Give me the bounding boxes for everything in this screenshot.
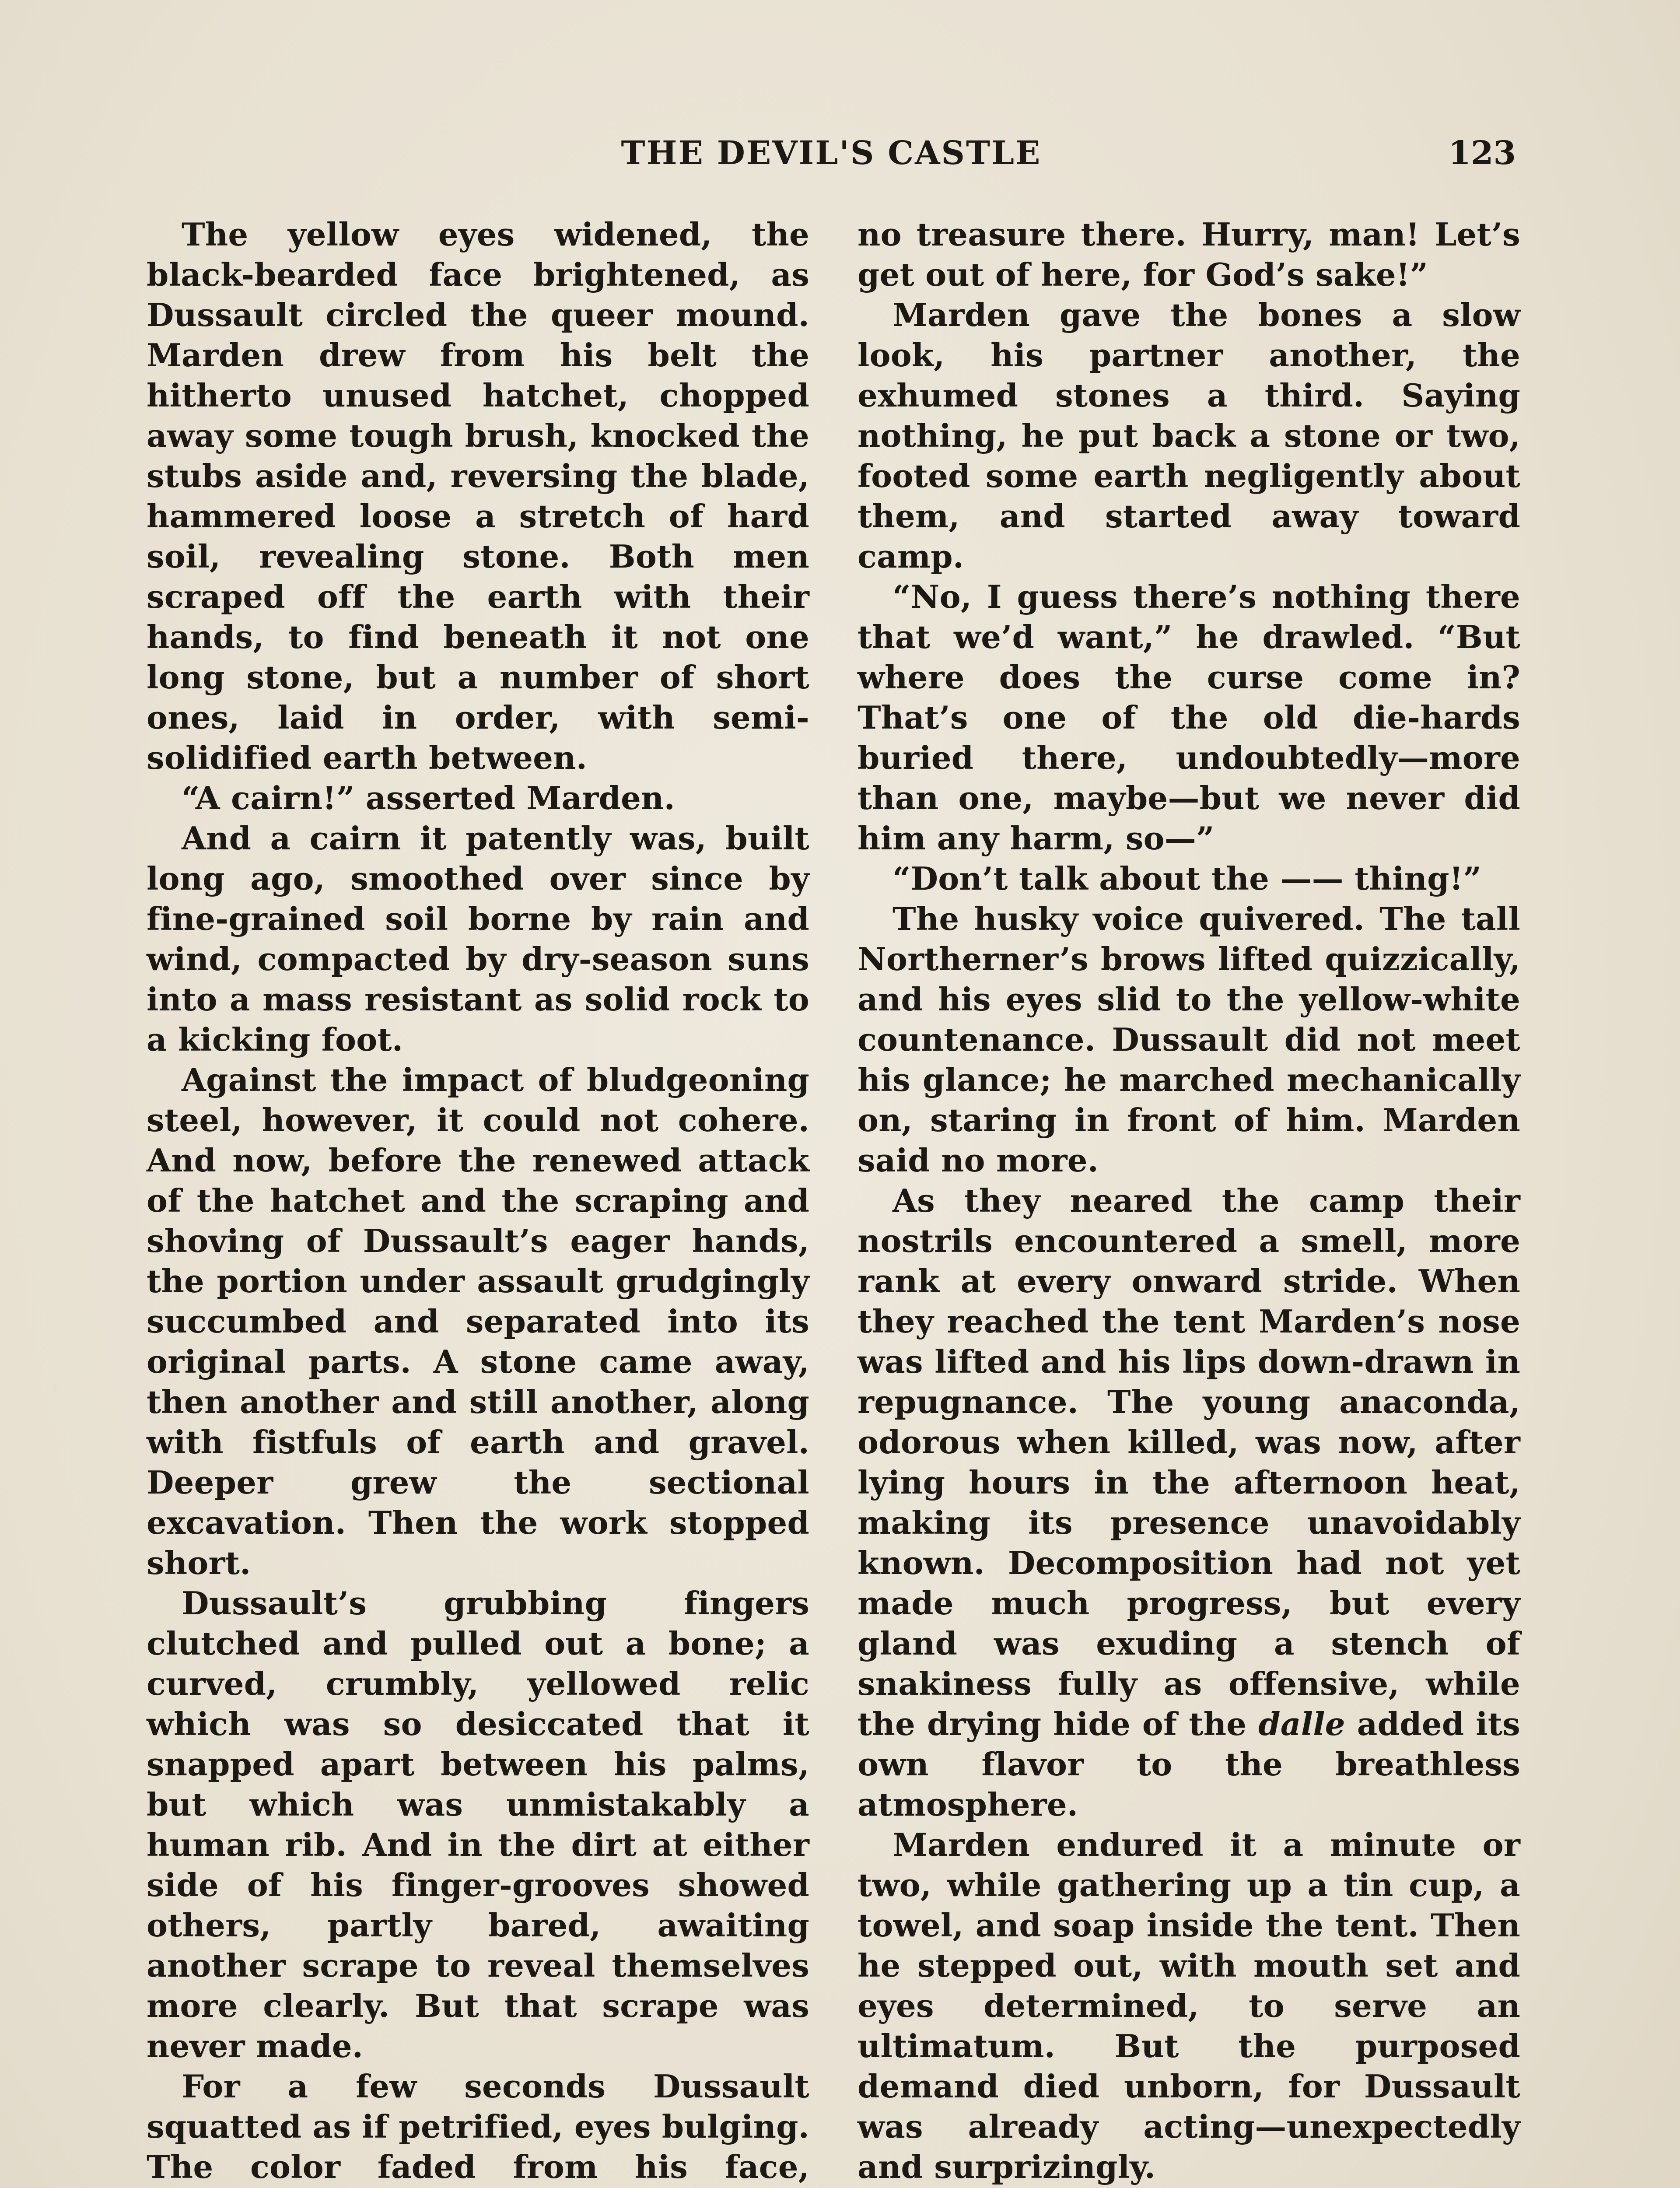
paragraph (147, 1060, 809, 1583)
paragraph-text: “No, I guess there’s nothing there that we’d want,” he drawled. “But where does the curse come in? That’s one of the old die-hards buried there, undoubtedly—more than one, maybe—but we never did him any harm, so—” (858, 578, 1520, 857)
paragraph-text: For a few seconds Dussault squatted as if petrified, eyes bulging. The color faded from his face, (147, 2068, 809, 2185)
paragraph (858, 577, 1520, 859)
paragraph (147, 778, 809, 818)
paragraph-text: As they neared the camp their nostrils encountered a smell, more rank at every onward stride. When they reached the tent Marden’s nose was lifted and his lips down-drawn in repugnance. The young anaconda, odorous when killed, was now, after lying hours in the afternoon heat, making its presence unavoidably known. Decomposition had not yet made much progress, but every gland was exuding a stench of snakiness fully as offensive, while the drying hide of the (858, 1182, 1520, 1743)
paragraph-text: Marden endured it a minute or two, while gathering up a tin cup, a towel, and soap inside the tent. Then he stepped out, with mouth set and eyes determined, to serve an ultimatum. But the purposed demand died unborn, for Dussault was already acting—unexpectedly and surprizingly. (858, 1826, 1520, 2185)
paragraph-text: And a cairn it patently was, built long ago, smoothed over since by fine-grained soil borne by rain and wind, compacted by dry-season suns into a mass resistant as solid rock to a kicking foot. (147, 820, 809, 1058)
paragraph (858, 295, 1520, 577)
right-column (858, 214, 1520, 2188)
paragraph (147, 818, 809, 1060)
paragraph (147, 1583, 809, 2066)
paragraph (858, 899, 1520, 1181)
paragraph (147, 2066, 809, 2188)
paragraph-text: Marden gave the bones a slow look, his partner another, the exhumed stones a third. Saying nothing, he put back a stone or two, footed some earth negligently about them, and started away toward camp. (858, 296, 1520, 575)
left-column (147, 214, 809, 2188)
running-title: THE DEVIL'S CASTLE (621, 134, 1042, 172)
paragraph-text: no treasure there. Hurry, man! Let’s get out of here, for God’s sake!” (858, 216, 1520, 293)
paragraph-text: “A cairn!” asserted Marden. (182, 779, 675, 817)
paragraph (858, 859, 1520, 899)
paragraph-text: The yellow eyes widened, the black-bearded face brightened, as Dussault circled the queer mound. Marden drew from his belt the hitherto unused hatchet, chopped away some tough brush, knocked the stubs aside and, reversing the blade, hammered loose a stretch of hard soil, revealing stone. Both men scraped off the earth with their hands, to find beneath it not one long stone, but a number of short ones, laid in order, with semi-solidified earth between. (147, 216, 809, 776)
paragraph-text: Dussault’s grubbing fingers clutched and pulled out a bone; a curved, crumbly, yellowed relic which was so desiccated that it snapped apart between his palms, but which was unmistakably a human rib. And in the dirt at either side of his finger-grooves showed others, partly bared, awaiting another scrape to reveal themselves more clearly. But that scrape was never made. (147, 1585, 809, 2065)
paragraph (147, 214, 809, 778)
paragraph-text: The husky voice quivered. The tall Northerner’s brows lifted quizzically, and his eyes slid to the yellow-white countenance. Dussault did not meet his glance; he marched mechanically on, staring in front of him. Marden said no more. (858, 900, 1520, 1179)
paragraph-text-after: added its own flavor to the breathless atmosphere. (858, 1705, 1520, 1823)
paragraph (858, 1181, 1520, 1825)
paragraph-text: “Don’t talk about the —— thing!” (892, 860, 1482, 897)
italic-word: dalle (1258, 1705, 1345, 1743)
paragraph-text: Against the impact of bludgeoning steel, however, it could not cohere. And now, before the renewed attack of the hatchet and the scraping and shoving of Dussault’s eager hands, the portion under assault grudgingly succumbed and separated into its original parts. A stone came away, then another and still another, along with fistfuls of earth and gravel. Deeper grew the sectional excavation. Then the work stopped short. (147, 1061, 809, 1581)
paragraph (858, 214, 1520, 295)
running-head (0, 131, 1680, 175)
page-number: 123 (1448, 134, 1516, 172)
paragraph (858, 1825, 1520, 2187)
